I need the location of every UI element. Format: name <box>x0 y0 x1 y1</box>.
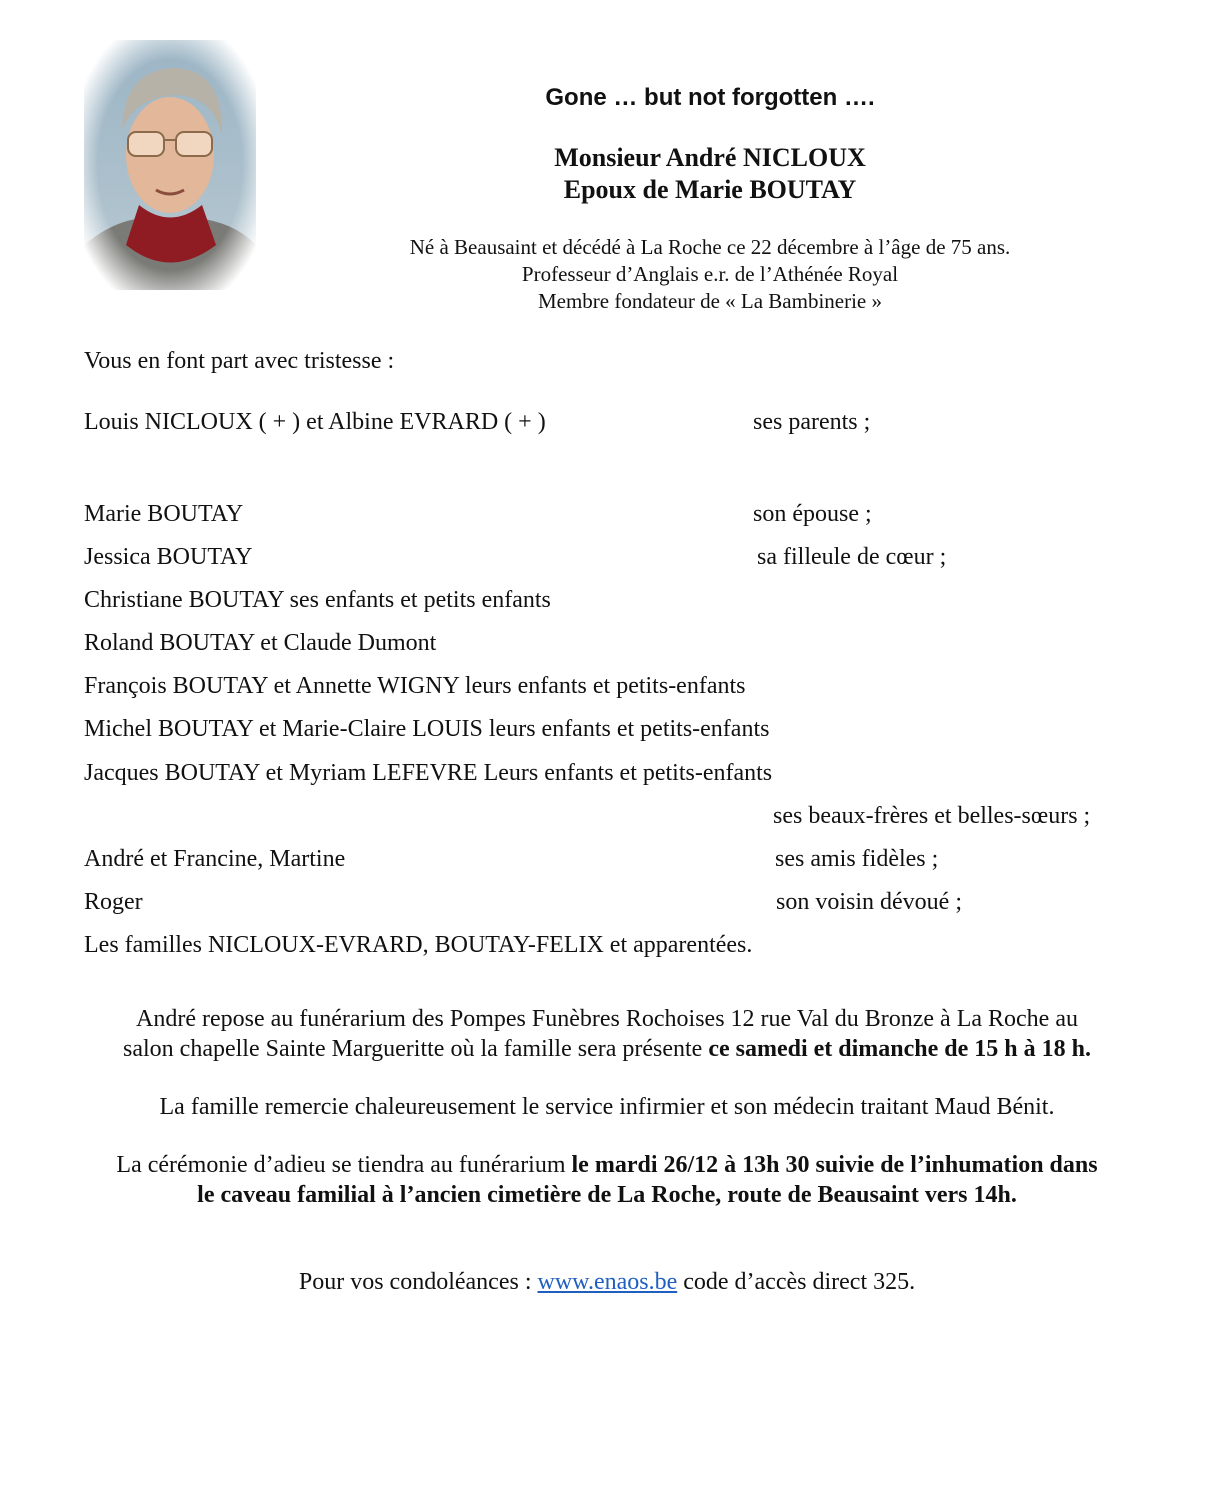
family-name: François BOUTAY et Annette WIGNY leurs enfants et petits-enfants <box>84 673 746 699</box>
condolences-line <box>60 1267 1154 1297</box>
thanks-paragraph: La famille remercie chaleureusement le service infirmier et son médecin traitant Maud Bénit. <box>159 1094 1055 1120</box>
ceremony-line1 <box>60 1150 1154 1180</box>
family-name: André et Francine, Martine <box>84 846 346 872</box>
deceased-name: Monsieur André NICLOUX <box>554 143 866 172</box>
portrait-photo <box>84 40 256 290</box>
tagline: Gone … but not forgotten …. <box>545 84 875 111</box>
condolences-link[interactable]: www.enaos.be <box>537 1269 678 1295</box>
condolences-prefix: Pour vos condoléances : <box>298 1269 538 1295</box>
ceremony-date: le mardi 26/12 à 13h 30 suivie de l’inhumation dans <box>571 1152 1098 1178</box>
family-name: Marie BOUTAY <box>84 501 244 527</box>
repose-line2 <box>60 1034 1154 1064</box>
repose-paragraph <box>60 1004 1154 1064</box>
membership-info: Membre fondateur de « La Bambinerie » <box>537 289 883 313</box>
condolences-suffix: code d’accès direct 325. <box>677 1269 916 1295</box>
family-name: Roger <box>84 889 143 915</box>
family-relation: ses beaux-frères et belles-sœurs ; <box>773 803 1091 829</box>
ceremony-intro: La cérémonie d’adieu se tiendra au funérarium <box>116 1152 572 1178</box>
family-name: Roland BOUTAY et Claude Dumont <box>84 630 437 656</box>
repose-line1: André repose au funérarium des Pompes Funèbres Rochoises 12 rue Val du Bronze à La Roche au <box>136 1006 1078 1032</box>
family-relation: ses amis fidèles ; <box>775 846 939 872</box>
family-relation: son épouse ; <box>753 501 872 527</box>
family-relation: son voisin dévoué ; <box>776 889 962 915</box>
repose-line2-text: salon chapelle Sainte Margueritte où la famille sera présente <box>123 1036 709 1062</box>
profession-info: Professeur d’Anglais e.r. de l’Athénée Royal <box>521 262 899 286</box>
ceremony-paragraph <box>60 1150 1154 1210</box>
intro-text: Vous en font part avec tristesse : <box>84 348 395 374</box>
family-name: Les familles NICLOUX-EVRARD, BOUTAY-FELIX et apparentées. <box>84 932 753 958</box>
ceremony-line2: le caveau familial à l’ancien cimetière de La Roche, route de Beausaint vers 14h. <box>197 1182 1017 1208</box>
family-relation: sa filleule de cœur ; <box>757 544 947 570</box>
family-name: Michel BOUTAY et Marie-Claire LOUIS leurs enfants et petits-enfants <box>84 716 770 742</box>
family-name: Jessica BOUTAY <box>84 544 253 570</box>
spouse-line: Epoux de Marie BOUTAY <box>563 175 857 204</box>
family-name: Christiane BOUTAY ses enfants et petits enfants <box>84 587 551 613</box>
birth-death-info: Né à Beausaint et décédé à La Roche ce 22 décembre à l’âge de 75 ans. <box>409 235 1011 259</box>
family-name: Louis NICLOUX ( + ) et Albine EVRARD ( + ) <box>84 409 546 435</box>
family-relation: ses parents ; <box>753 409 871 435</box>
family-name: Jacques BOUTAY et Myriam LEFEVRE Leurs enfants et petits-enfants <box>84 760 773 786</box>
visiting-hours: ce samedi et dimanche de 15 h à 18 h. <box>708 1036 1091 1062</box>
